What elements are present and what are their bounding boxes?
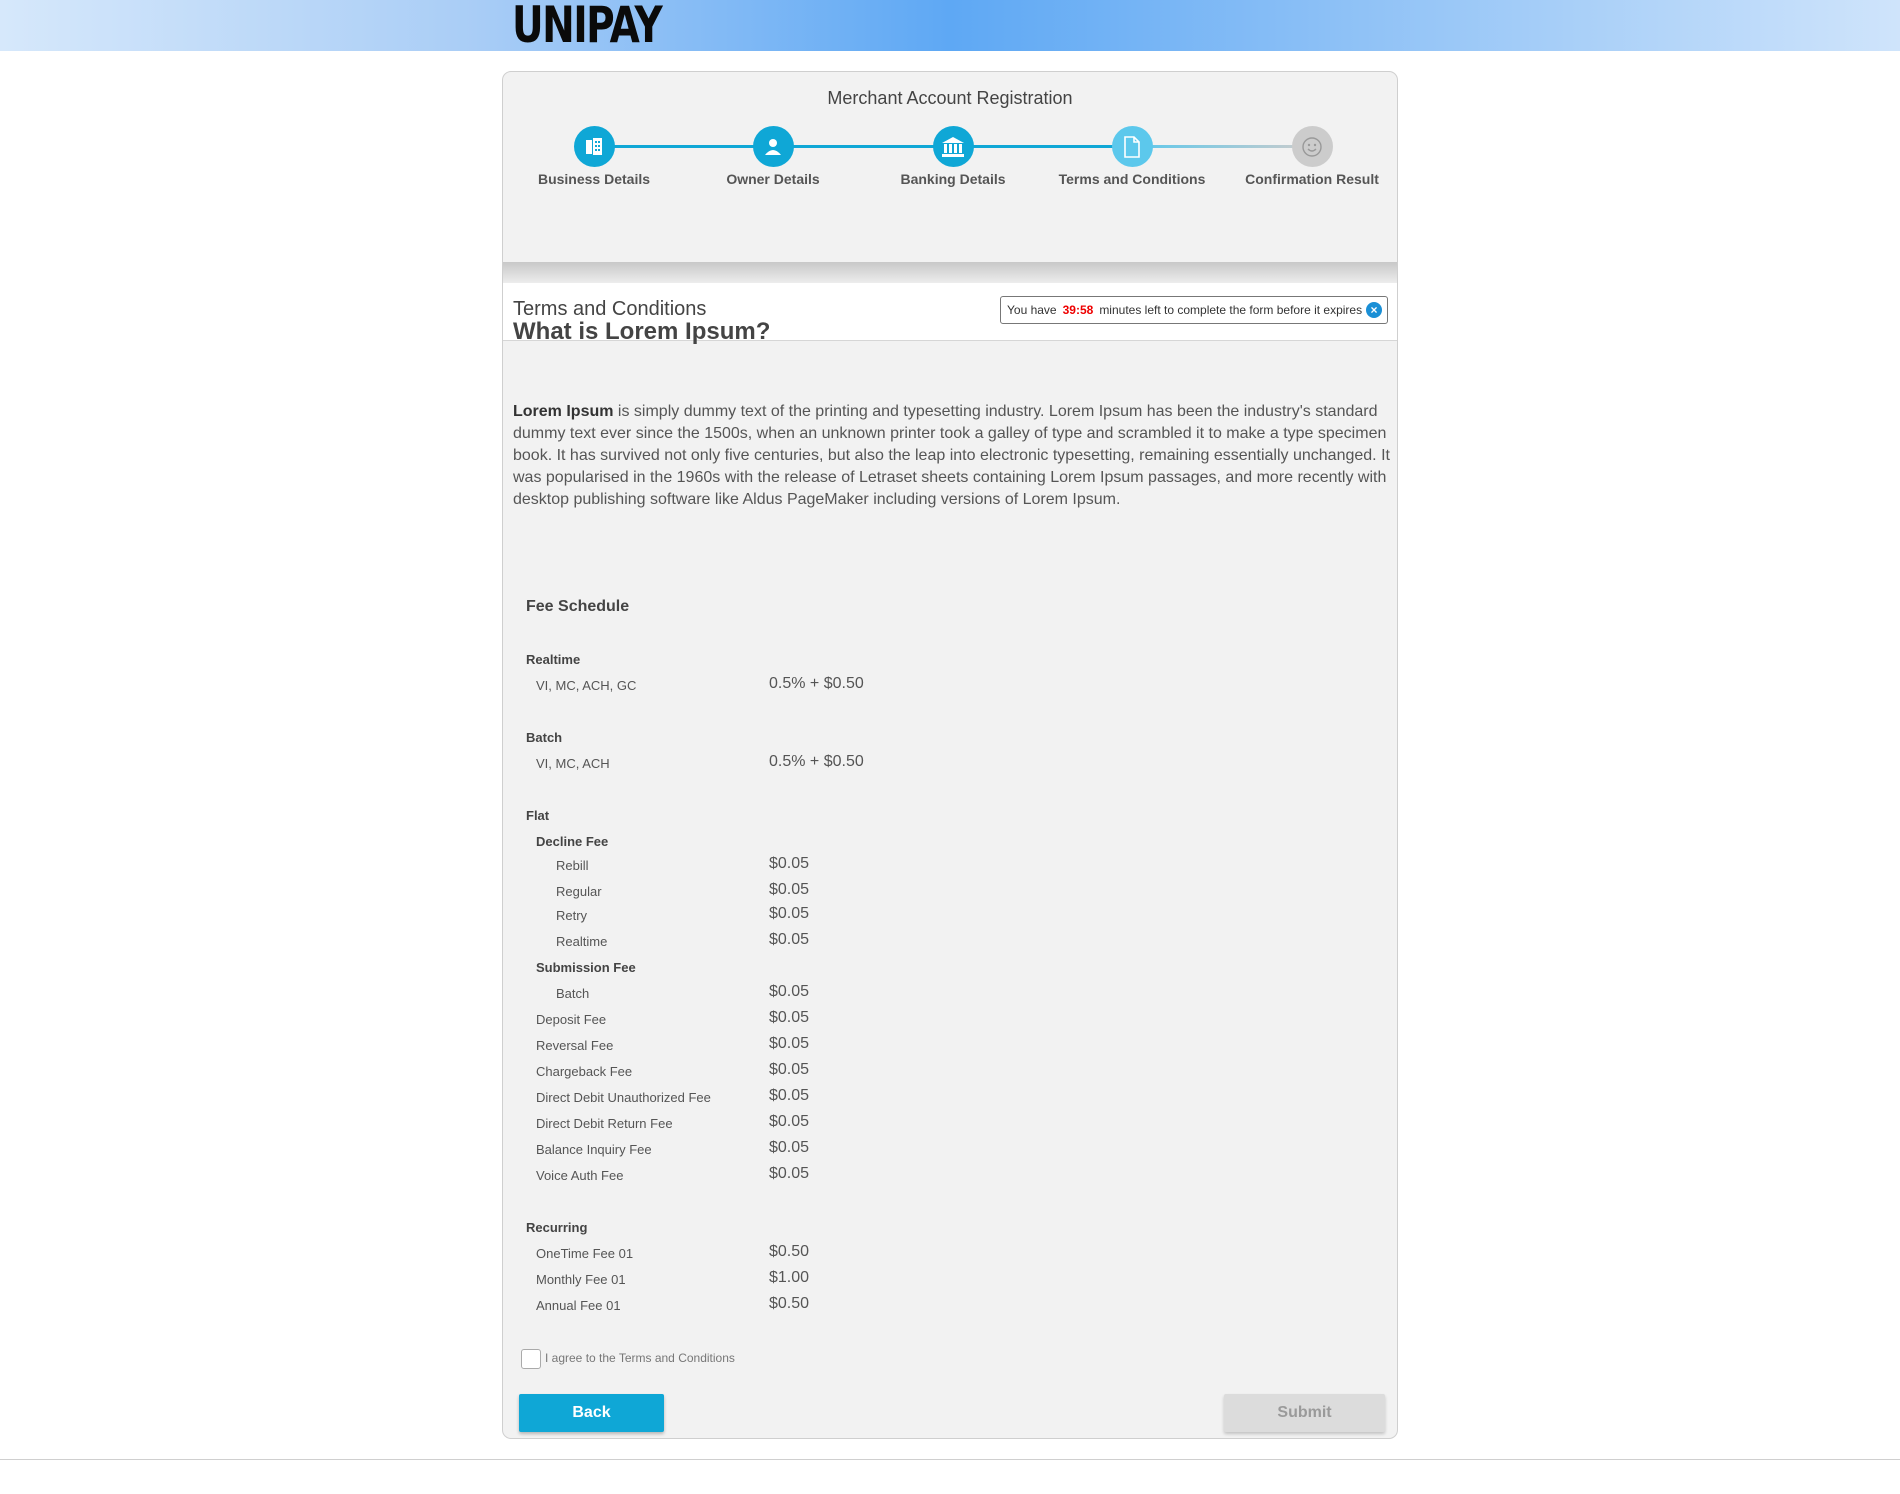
timer-suffix: minutes left to complete the form before it expires	[1099, 303, 1363, 317]
fee-value: $0.50	[769, 1243, 810, 1260]
fee-label: Realtime	[556, 934, 608, 949]
fee-value: $0.05	[769, 855, 810, 872]
fee-label: Decline Fee	[536, 834, 609, 849]
fee-label: Annual Fee 01	[536, 1298, 621, 1313]
expiry-timer	[1000, 296, 1388, 324]
fee-label: Reversal Fee	[536, 1038, 614, 1053]
fee-label: Voice Auth Fee	[536, 1168, 624, 1183]
fee-value: $1.00	[769, 1269, 810, 1286]
fee-label: Submission Fee	[536, 960, 636, 975]
timer-prefix: You have	[1007, 303, 1057, 317]
content-heading: What is Lorem Ipsum?	[513, 318, 771, 345]
fee-label: VI, MC, ACH	[536, 756, 610, 771]
fee-label: Retry	[556, 908, 588, 923]
timer-time: 39:58	[1062, 303, 1094, 317]
smiley-icon	[1292, 126, 1333, 167]
fee-label: Direct Debit Unauthorized Fee	[536, 1090, 711, 1105]
step-banking-details[interactable]	[868, 126, 1038, 187]
fee-value: $0.05	[769, 881, 810, 898]
business-icon	[574, 126, 615, 167]
step-business-details[interactable]	[509, 126, 679, 187]
fee-value: $0.05	[769, 1087, 810, 1104]
agree-label[interactable]: I agree to the Terms and Conditions	[545, 1351, 735, 1366]
fee-value: $0.05	[769, 1139, 810, 1156]
fee-value: 0.5% + $0.50	[769, 675, 864, 692]
step-label: Business Details	[537, 171, 651, 187]
page-footer	[0, 1459, 1900, 1494]
fee-label: VI, MC, ACH, GC	[536, 678, 637, 693]
step-terms-and-conditions[interactable]	[1047, 126, 1217, 187]
fee-label: Monthly Fee 01	[536, 1272, 626, 1287]
fee-label: Flat	[526, 808, 550, 823]
fee-label: Chargeback Fee	[536, 1064, 633, 1079]
fee-value: 0.5% + $0.50	[769, 753, 864, 770]
bank-icon	[933, 126, 974, 167]
fee-label: Deposit Fee	[536, 1012, 607, 1027]
fee-schedule-title: Fee Schedule	[526, 598, 630, 615]
step-owner-details[interactable]	[688, 126, 858, 187]
unipay-logo[interactable]: UNIPAY	[512, 0, 662, 54]
document-icon	[1112, 126, 1153, 167]
agree-checkbox[interactable]	[521, 1349, 541, 1369]
registration-card	[502, 71, 1398, 1439]
fee-value: $0.05	[769, 1035, 810, 1052]
close-icon[interactable]: ×	[1366, 302, 1382, 318]
fee-value: $0.05	[769, 931, 810, 948]
back-button[interactable]: Back	[519, 1394, 664, 1432]
fee-label: Rebill	[556, 858, 589, 873]
submit-button[interactable]: Submit	[1224, 1394, 1385, 1432]
fee-label: Batch	[556, 986, 590, 1001]
step-confirmation-result[interactable]	[1227, 126, 1397, 187]
content-paragraph	[513, 401, 1391, 511]
progress-stepper	[503, 126, 1397, 266]
fee-value: $0.05	[769, 1113, 810, 1130]
step-label: Confirmation Result	[1245, 171, 1379, 187]
fee-value: $0.05	[769, 1165, 810, 1182]
fee-label: Balance Inquiry Fee	[536, 1142, 652, 1157]
step-label: Banking Details	[900, 171, 1006, 187]
fee-label: OneTime Fee 01	[536, 1246, 634, 1261]
fee-value: $0.50	[769, 1295, 810, 1312]
fee-label: Batch	[526, 730, 563, 745]
person-icon	[753, 126, 794, 167]
fee-label: Regular	[556, 884, 602, 899]
fee-value: $0.05	[769, 983, 810, 1000]
agree-terms[interactable]	[521, 1349, 735, 1369]
content-body: is simply dummy text of the printing and typesetting industry. Lorem Ipsum has been the industry's standard dummy text ever since the 1500s, when an unknown printer took a galley of type and scrambled it to make a type specimen book. It has survived not only five centuries, but also the leap into electronic typesetting, remaining essentially unchanged. It was popularised in the 1960s with the release of Letraset sheets containing Lorem Ipsum passages, and more recently with desktop publishing software like Aldus PageMaker including versions of Lorem Ipsum.	[513, 403, 1390, 508]
step-label: Terms and Conditions	[1058, 171, 1206, 187]
section-title: Terms and Conditions	[513, 298, 707, 320]
fee-value: $0.05	[769, 1009, 810, 1026]
fee-label: Direct Debit Return Fee	[536, 1116, 673, 1131]
fee-label: Realtime	[526, 652, 581, 667]
content-lead: Lorem Ipsum	[513, 403, 614, 420]
fee-label: Recurring	[526, 1220, 588, 1235]
fee-value: $0.05	[769, 905, 810, 922]
page-title: Merchant Account Registration	[827, 88, 1073, 108]
step-label: Owner Details	[726, 171, 820, 187]
fee-value: $0.05	[769, 1061, 810, 1078]
top-header	[0, 0, 1900, 54]
